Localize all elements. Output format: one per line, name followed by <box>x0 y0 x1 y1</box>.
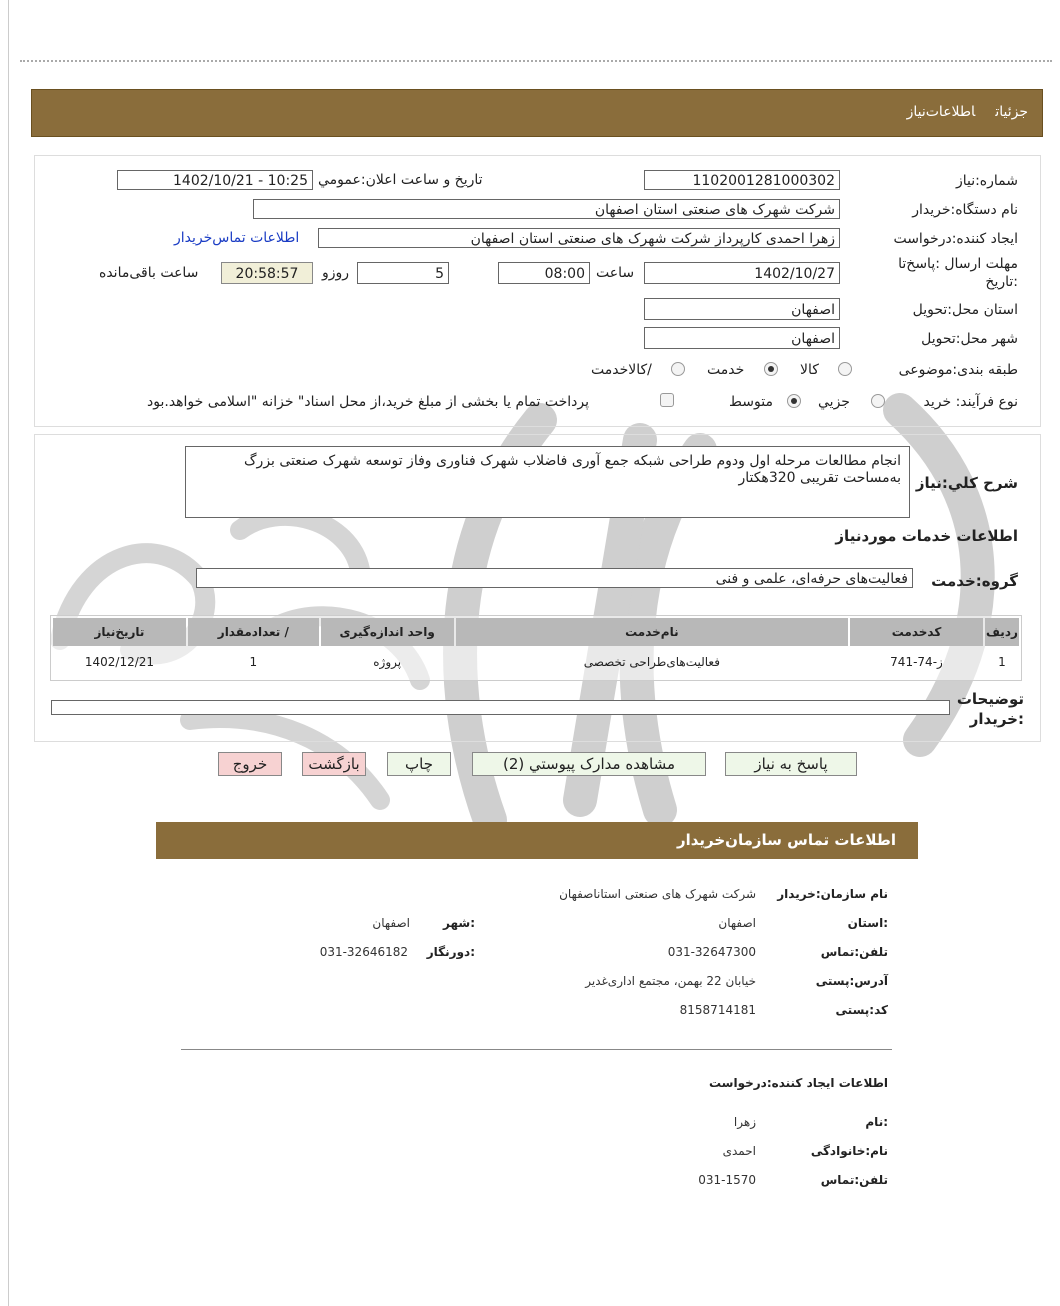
service-group-label: گروه:خدمت <box>931 572 1018 590</box>
category-radio-service[interactable] <box>764 362 778 376</box>
buyer-contact-link[interactable]: اطلاعات تماس‌خریدار <box>174 230 300 246</box>
category-option-goods-service: /کالاخدمت <box>591 362 652 378</box>
col-unit: واحد اندازه‌گیری <box>321 618 454 646</box>
contact-province-value: اصفهان <box>718 916 756 930</box>
col-service-name: نام‌خدمت <box>456 618 849 646</box>
buyer-notes-field <box>51 700 950 715</box>
process-label: نوع فرآیند: خرید <box>923 394 1018 410</box>
contact-divider <box>181 1049 892 1050</box>
creator-phone-value: 031-1570 <box>698 1173 756 1187</box>
print-button[interactable]: چاپ <box>387 752 451 776</box>
category-label: طبقه بندی:موضوعی <box>898 362 1018 378</box>
city-label: شهر محل:تحویل <box>921 331 1018 347</box>
days-field: 5 <box>357 262 449 284</box>
treasury-checkbox[interactable] <box>660 393 674 407</box>
process-option-medium: متوسط <box>729 394 773 410</box>
creator-heading: اطلاعات ایجاد کننده:درخواست <box>708 1076 888 1090</box>
contact-phone-label: تلفن:تماس <box>820 945 888 959</box>
province-label: استان محل:تحویل <box>912 302 1018 318</box>
buyer-org-label: نام دستگاه:خریدار <box>912 202 1018 218</box>
contact-org-value: شرکت شهرک های صنعتی استاناصفهان <box>559 887 756 901</box>
contact-phone-value: 031-32647300 <box>667 945 756 959</box>
creator-last-name-value: احمدی <box>722 1144 756 1158</box>
service-group-field: فعالیت‌های حرفه‌ای، علمی و فنی <box>196 568 913 588</box>
contact-org-label: نام سازمان:خریدار <box>777 887 888 901</box>
creator-first-name-label: :نام <box>865 1115 888 1129</box>
cell-unit: پروژه <box>373 655 402 669</box>
contact-postal-label: کد:پستی <box>835 1003 888 1017</box>
col-need-date: تاریخ‌نیاز <box>53 618 186 646</box>
tab-need-info[interactable]: اطلاعات‌نیاز <box>906 104 976 120</box>
deadline-time-field: 08:00 <box>498 262 590 284</box>
cell-quantity: 1 <box>249 655 258 669</box>
requester-label: ایجاد کننده:درخواست <box>893 231 1018 247</box>
province-field: اصفهان <box>644 298 840 320</box>
page-left-border <box>8 0 9 1306</box>
contact-city-value: اصفهان <box>372 916 410 930</box>
top-dotted-divider <box>20 60 1052 62</box>
items-table <box>51 616 1021 678</box>
category-radio-goods-service[interactable] <box>671 362 685 376</box>
attachments-button[interactable]: مشاهده مدارک پیوستي (2) <box>472 752 706 776</box>
contact-fax-label: :دورنگار <box>426 945 475 959</box>
creator-phone-label: تلفن:تماس <box>820 1173 888 1187</box>
need-number-field: 1102001281000302 <box>644 170 840 190</box>
city-field: اصفهان <box>644 327 840 349</box>
category-radio-goods[interactable] <box>838 362 852 376</box>
buyer-org-field: شرکت شهرک های صنعتی استان اصفهان <box>253 199 840 219</box>
contact-address-value: خیابان 22 بهمن، مجتمع اداری‌غدیر <box>585 974 756 988</box>
summary-text-box: انجام مطالعات مرحله اول ودوم طراحی شبکه جمع آوری فاضلاب شهرک فناوری وفاز توسعه شهرک صنعتی بزرگ به‌مساحت تقریبی 320هکتار <box>185 446 910 518</box>
deadline-label-date: :تاریخ <box>985 274 1018 290</box>
process-radio-medium[interactable] <box>787 394 801 408</box>
announce-label: تاریخ و ساعت اعلان:عمومي <box>318 172 483 188</box>
contact-fax-value: 031-32646182 <box>319 945 408 959</box>
contact-postal-value: 8158714181 <box>679 1003 756 1017</box>
creator-last-name-label: نام:خانوادگی <box>810 1144 888 1158</box>
contact-address-label: آدرس:پستی <box>815 974 888 988</box>
deadline-date-field: 1402/10/27 <box>644 262 840 284</box>
need-number-label: شماره:نیاز <box>955 173 1018 189</box>
col-row: ردیف <box>985 618 1019 646</box>
exit-button[interactable]: خروج <box>218 752 282 776</box>
tab-details[interactable]: جزئیات <box>995 104 1028 120</box>
contact-section-title: اطلاعات تماس سازمان‌خریدار <box>676 831 896 849</box>
process-option-minor: جزیي <box>818 394 850 410</box>
need-info-panel <box>34 155 1041 427</box>
col-service-code: کدخدمت <box>850 618 983 646</box>
creator-first-name-value: زهرا <box>733 1115 756 1129</box>
summary-label: شرح كلي:نیاز <box>915 474 1018 492</box>
contact-province-label: :استان <box>847 916 888 930</box>
cell-need-date: 1402/12/21 <box>84 655 155 669</box>
requester-field: زهرا احمدی کارپرداز شرکت شهرک های صنعتی استان اصفهان <box>318 228 840 248</box>
buyer-notes-label-2: :خریدار <box>969 710 1024 728</box>
deadline-label: مهلت ارسال :پاسخ‌تا <box>898 256 1018 272</box>
days-label: روزو <box>322 265 350 281</box>
page-header-bar <box>31 89 1043 137</box>
buyer-notes-label: توضیحات <box>956 690 1024 708</box>
remaining-time-field: 20:58:57 <box>221 262 313 284</box>
items-table-frame <box>50 615 1022 681</box>
time-label: ساعت <box>596 265 635 281</box>
services-heading: اطلاعات خدمات موردنیاز <box>835 527 1018 545</box>
announce-datetime-field: 1402/10/21 - 10:25 <box>117 170 313 190</box>
treasury-text: پرداخت تمام یا بخشی از مبلغ خرید،از محل اسناد" خزانه "اسلامی خواهد.بود <box>147 394 590 410</box>
process-radio-minor[interactable] <box>871 394 885 408</box>
cell-service-name: فعالیت‌های‌طراحی تخصصی <box>583 655 720 669</box>
cell-row: 1 <box>998 655 1006 669</box>
contact-section-header <box>156 822 918 859</box>
contact-city-label: :شهر <box>443 916 475 930</box>
col-quantity: / تعدادمقدار <box>188 618 319 646</box>
remaining-time-label: ساعت باقی‌مانده <box>99 265 199 281</box>
cell-service-code: ز-74-741 <box>890 655 943 669</box>
reply-button[interactable]: پاسخ به نیاز <box>725 752 857 776</box>
back-button[interactable]: بازگشت <box>302 752 366 776</box>
category-option-goods: کالا <box>800 362 819 378</box>
table-row <box>53 648 1019 676</box>
category-option-service: خدمت <box>707 362 745 378</box>
